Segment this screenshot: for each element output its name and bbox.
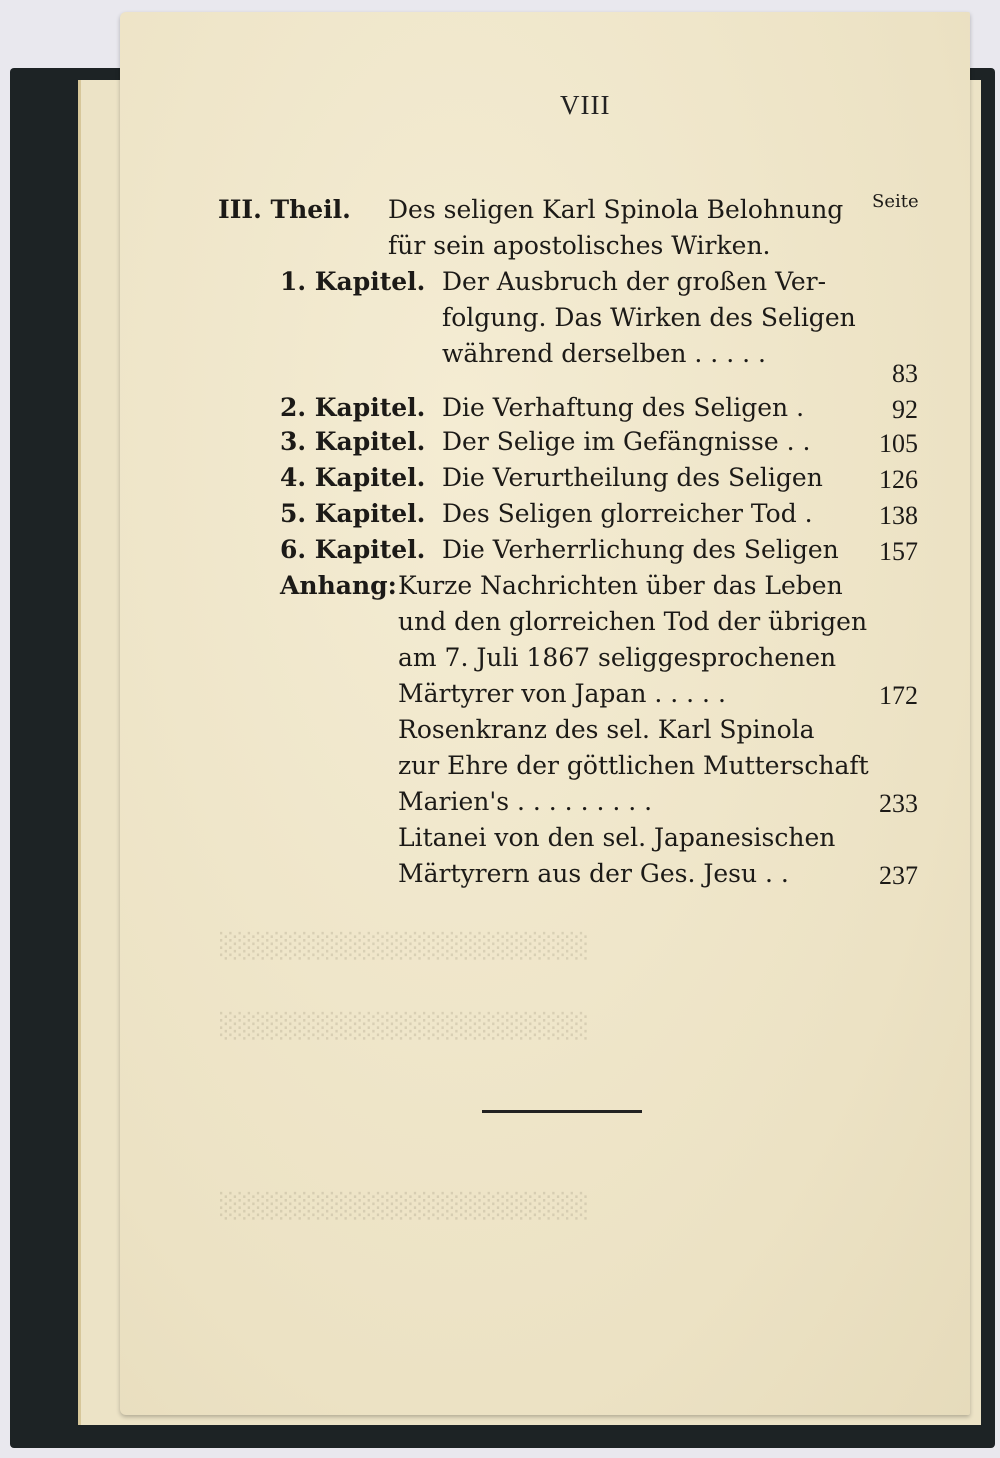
- chapter-title-line: Die Verurtheilung des Seligen: [442, 463, 823, 492]
- chapter-title-line: folgung. Das Wirken des Seligen: [442, 303, 856, 332]
- chapter-label: 3. Kapitel.: [280, 427, 426, 456]
- end-rule-divider: [482, 1110, 642, 1113]
- chapter-label: 6. Kapitel.: [280, 535, 426, 564]
- appendix-entry-line: und den glorreichen Tod der übrigen: [398, 607, 868, 636]
- appendix-label: Anhang:: [280, 571, 397, 600]
- page-number: 157: [879, 537, 918, 566]
- appendix-entry-line: Märtyrern aus der Ges. Jesu . .: [398, 859, 789, 888]
- part-title-line: Des seligen Karl Spinola Belohnung: [388, 195, 844, 224]
- page-number: 105: [879, 429, 918, 458]
- page-number: 237: [879, 861, 918, 890]
- chapter-label: 5. Kapitel.: [280, 499, 426, 528]
- part-title-line: für sein apostolisches Wirken.: [388, 231, 771, 260]
- page-folio: VIII: [560, 90, 611, 120]
- chapter-title-line: Der Ausbruch der großen Ver-: [442, 267, 827, 296]
- appendix-entry-line: zur Ehre der göttlichen Mutterschaft: [398, 751, 869, 780]
- appendix-entry-line: Litanei von den sel. Japanesischen: [398, 823, 836, 852]
- appendix-entry-line: Kurze Nachrichten über das Leben: [398, 571, 843, 600]
- appendix-entry-line: Rosenkranz des sel. Karl Spinola: [398, 715, 815, 744]
- page-number: 138: [879, 501, 918, 530]
- appendix-entry-line: Märtyrer von Japan . . . . .: [398, 679, 726, 708]
- table-of-contents: [120, 12, 970, 912]
- chapter-label: 2. Kapitel.: [280, 393, 426, 422]
- page-number: 233: [879, 789, 918, 818]
- appendix-entry-line: Marien's . . . . . . . . .: [398, 787, 653, 816]
- chapter-label: 4. Kapitel.: [280, 463, 426, 492]
- page-number: 92: [892, 395, 918, 424]
- page-number: 172: [879, 681, 918, 710]
- chapter-title-line: während derselben . . . . .: [442, 339, 766, 368]
- appendix-entry-line: am 7. Juli 1867 seliggesprochenen: [398, 643, 837, 672]
- book-page: [120, 12, 970, 1415]
- chapter-title-line: Die Verhaftung des Seligen .: [442, 393, 805, 422]
- chapter-title-line: Die Verherrlichung des Seligen: [442, 535, 839, 564]
- bleed-through-text: ░░░░░░░░░░░░░░░░░░░░: [220, 1012, 590, 1040]
- bleed-through-text: ░░░░░░░░░░░░░░░░░░░░: [220, 1192, 590, 1220]
- column-header-seite: Seite: [872, 191, 919, 212]
- chapter-title-line: Der Selige im Gefängnisse . .: [442, 427, 811, 456]
- page-number: 83: [892, 359, 918, 388]
- bleed-through-text: ░░░░░░░░░░░░░░░░░░░░: [220, 932, 590, 960]
- chapter-label: 1. Kapitel.: [280, 267, 426, 296]
- chapter-title-line: Des Seligen glorreicher Tod .: [442, 499, 813, 528]
- part-label: III. Theil.: [218, 195, 351, 224]
- page-number: 126: [879, 465, 918, 494]
